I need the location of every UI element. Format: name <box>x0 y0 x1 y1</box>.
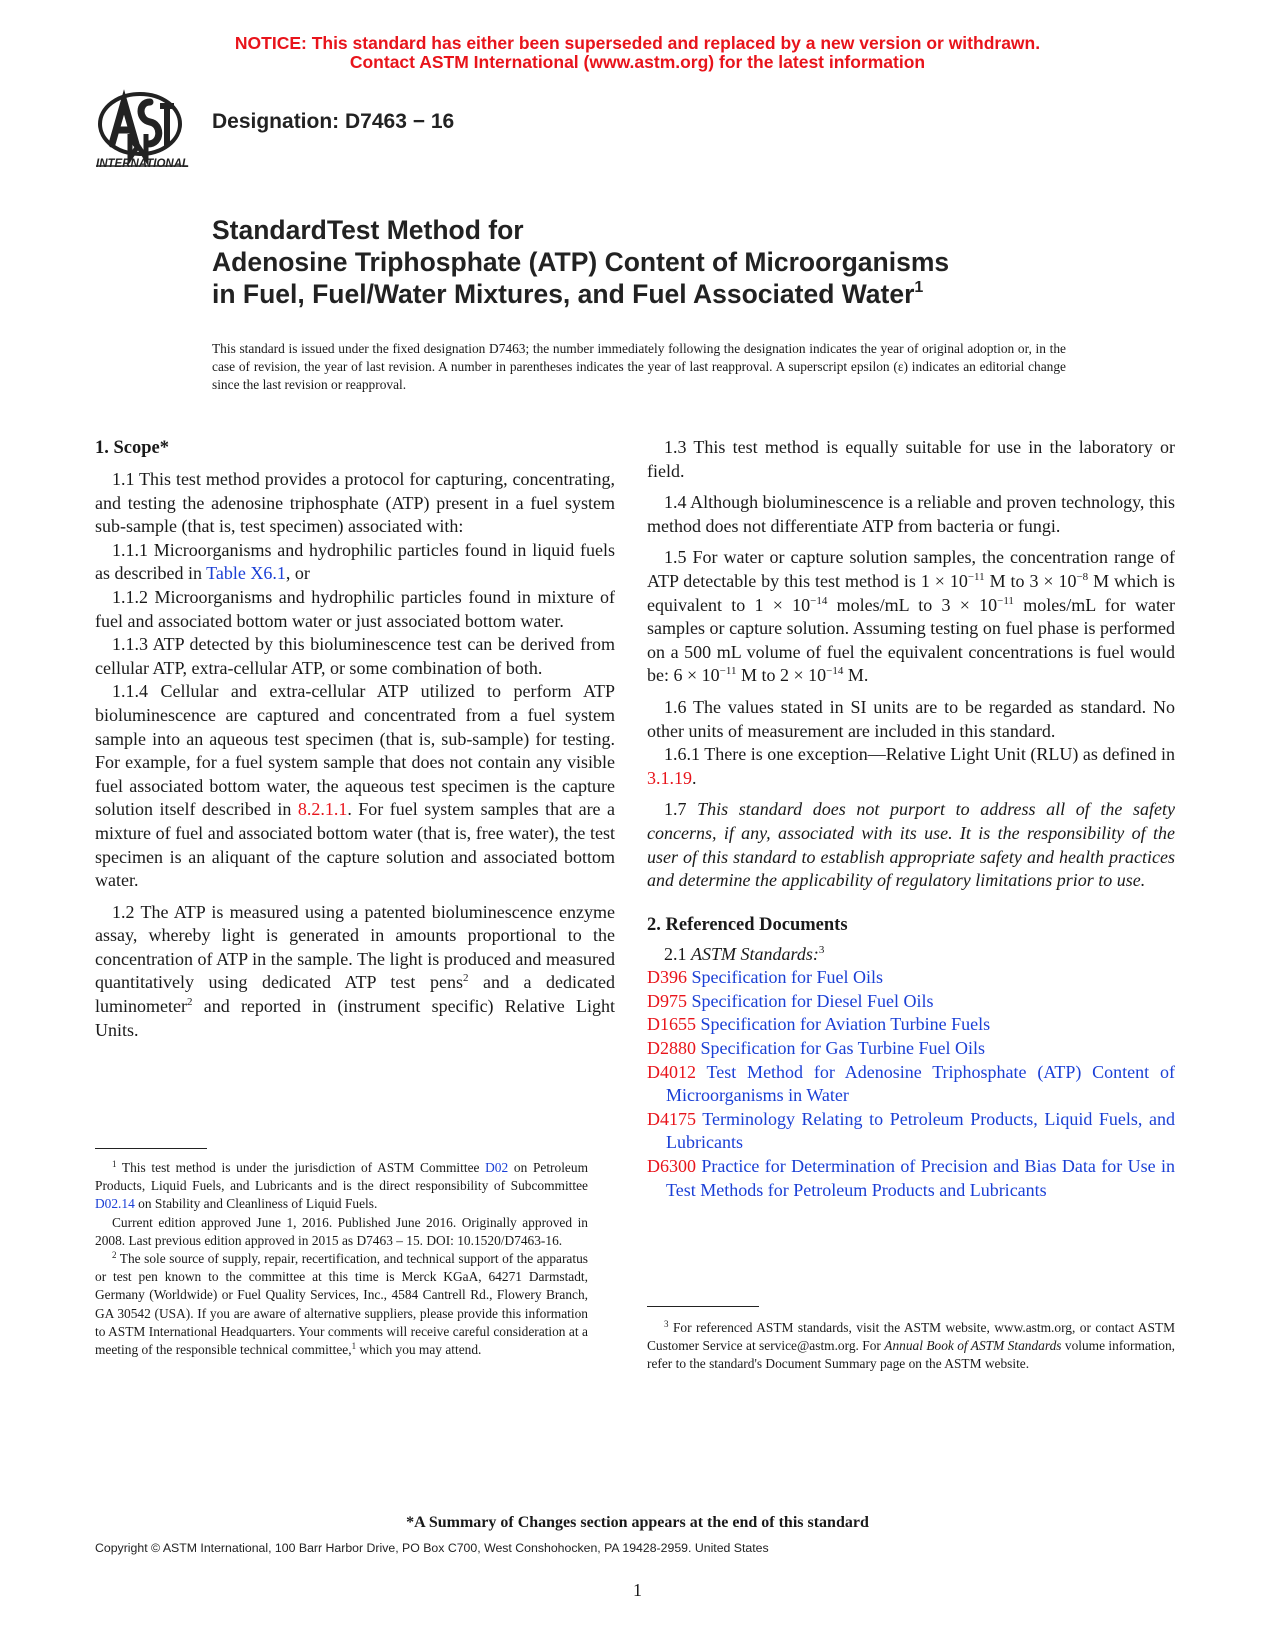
para-1-5-t7: M. <box>843 665 869 686</box>
para-1-2-text: 1.2 The ATP is measured using a patented bioluminescence enzyme assay, whereby light is generated in amounts proportional to the concentration of ATP in the sample. The light is produced and measured quantitatively using dedicated ATP test pens <box>95 901 615 993</box>
footnote-3-book: Annual Book of ASTM Standards <box>884 1338 1062 1354</box>
logo-text: INTERNATIONAL <box>96 158 190 170</box>
footnotes-left <box>95 1159 588 1359</box>
para-1-6-1-text: 1.6.1 There is one exception—Relative Light Unit (RLU) as defined in <box>664 744 1175 765</box>
para-1-2-mid: and a dedicated luminometer <box>95 972 615 1017</box>
para-1-1-3: 1.1.3 ATP detected by this bioluminescence test can be derived from cellular ATP, extra-cellular ATP, or some combination of both. <box>95 634 615 678</box>
ref-title-d4012[interactable]: Test Method for Adenosine Triphosphate (ATP) Content of Microorganisms in Water <box>666 1061 1175 1106</box>
ref-title-d6300[interactable]: Practice for Determination of Precision and Bias Data for Use in Test Methods for Petroleum Products and Lubricants <box>666 1156 1175 1200</box>
para-1-5-e5: −11 <box>719 665 737 678</box>
para-1-1-4-tail: . For fuel system samples that are a mixture of fuel and associated bottom water (that is, free water), the test specimen is an aliquant of the capture solution and associated bottom water. <box>95 799 616 891</box>
para-1-5-e4: −11 <box>997 594 1014 607</box>
footnote-ref-3: 3 <box>818 943 825 956</box>
title-line-1: StandardTest Method for <box>212 215 524 245</box>
ref-code-d4175[interactable]: D4175 <box>647 1108 696 1129</box>
summary-of-changes-note: *A Summary of Changes section appears at the end of this standard <box>406 1514 869 1531</box>
footnote-2-ref: 1 <box>351 1341 357 1352</box>
para-1-6: 1.6 The values stated in SI units are to be regarded as standard. No other units of measurement are included in this standard. <box>647 696 1175 741</box>
ref-item[interactable] <box>647 1061 1175 1108</box>
para-1-1-4-text: 1.1.4 Cellular and extra-cellular ATP utilized to perform ATP bioluminescence are captured and concentrated from a fuel system sample into an aqueous test specimen (that is, sub-sample) for testing. For example, for a fuel system sample that does not contain any visible fuel associated bottom water, the aqueous test specimen is the capture solution itself described in <box>95 681 615 820</box>
ref-item[interactable] <box>647 1108 1175 1155</box>
designation: Designation: D7463 − 16 <box>212 110 455 133</box>
footnote-1-mark: 1 <box>112 1159 117 1169</box>
para-1-1-1 <box>95 539 615 586</box>
ref-code-d2880[interactable]: D2880 <box>647 1038 696 1059</box>
para-1-5 <box>647 546 1175 688</box>
ref-item[interactable] <box>647 1155 1175 1202</box>
para-1-7-text: This standard does not purport to address all of the safety concerns, if any, associated with its use. It is the responsibility of the user of this standard to establish appropriate safety and health practices and determine the applicability of regulatory limitations prior to use. <box>647 799 1175 891</box>
para-1-5-t5: moles/mL for water samples or capture solution. Assuming testing on fuel phase is performed on a 500 mL volume of fuel the equivalent concentrations is fuel would be: 6 × 10 <box>647 594 1175 686</box>
document-title <box>212 214 1212 310</box>
title-footnote-mark: 1 <box>914 279 924 296</box>
link-8-2-1-1[interactable]: 8.2.1.1 <box>297 799 348 820</box>
left-column <box>95 436 615 1042</box>
ref-item[interactable] <box>647 966 1175 990</box>
para-1-6-1 <box>647 743 1175 790</box>
para-1-5-e6: −14 <box>826 665 844 678</box>
para-1-5-t1: 1.5 For water or capture solution samples, the concentration range of ATP detectable by this test method is 1 × 10 <box>647 547 1175 591</box>
para-1-5-t4: moles/mL to 3 × 10 <box>827 594 998 615</box>
para-1-1: 1.1 This test method provides a protocol for capturing, concentrating, and testing the adenosine triphosphate (ATP) present in a fuel system sub-sample (that is, test specimen) associated with: <box>95 469 615 537</box>
para-1-5-t2: M to 3 × 10 <box>984 570 1077 591</box>
para-2-1 <box>647 943 1175 967</box>
footnote-1-mid: on Petroleum Products, Liquid Fuels, and Lubricants and is the direct responsibility of Subcommittee <box>95 1160 588 1194</box>
link-3-1-19[interactable]: 3.1.19 <box>647 767 692 788</box>
footnote-1 <box>95 1159 588 1214</box>
ref-code-d4012[interactable]: D4012 <box>647 1061 696 1082</box>
link-d02-14[interactable]: D02.14 <box>95 1196 135 1212</box>
references-heading: 2. Referenced Documents <box>647 914 848 935</box>
page-number: 1 <box>633 1580 642 1600</box>
footnote-rule-left <box>95 1148 207 1149</box>
para-2-1-text: ASTM Standards: <box>691 943 819 964</box>
para-1-7-num: 1.7 <box>664 799 698 820</box>
para-1-5-t3: M which is equivalent to 1 × 10 <box>647 570 1175 615</box>
para-1-1-2: 1.1.2 Microorganisms and hydrophilic particles found in mixture of fuel and associated bottom water or just associated bottom water. <box>95 586 615 631</box>
issued-note: This standard is issued under the fixed designation D7463; the number immediately following the designation indicates the year of original adoption or, in the case of revision, the year of last revision. A number in parentheses indicates the year of last reapproval. A superscript epsilon (ε) indicates an editorial change since the last revision or reapproval. <box>212 341 1066 393</box>
footnote-3-text: For referenced ASTM standards, visit the ASTM website, www.astm.org, or contact ASTM Customer Service at service@astm.org. For <box>647 1320 1175 1354</box>
para-1-4: 1.4 Although bioluminescence is a reliable and proven technology, this method does not differentiate ATP from bacteria or fungi. <box>647 492 1175 536</box>
ref-title-d975[interactable]: Specification for Diesel Fuel Oils <box>687 990 934 1011</box>
scope-heading: 1. Scope* <box>95 438 169 458</box>
title-line-3-text: in Fuel, Fuel/Water Mixtures, and Fuel Associated Water <box>212 279 915 309</box>
footnote-1-tail: on Stability and Cleanliness of Liquid Fuels. <box>134 1196 378 1212</box>
notice-line-2: Contact ASTM International (www.astm.org) for the latest information <box>349 52 926 72</box>
footnote-2-tail: which you may attend. <box>356 1342 482 1358</box>
para-1-5-e1: −11 <box>967 570 985 583</box>
para-1-6-1-tail: . <box>692 767 697 788</box>
title-line-2: Adenosine Triphosphate (ATP) Content of Microorganisms <box>212 247 950 277</box>
footnote-2 <box>95 1250 588 1359</box>
footnote-2-mark: 2 <box>112 1250 117 1261</box>
ref-item[interactable] <box>647 990 1175 1014</box>
title-line-3 <box>212 278 1212 310</box>
ref-title-d396[interactable]: Specification for Fuel Oils <box>687 967 883 988</box>
footnote-1-edition: Current edition approved June 1, 2016. Published June 2016. Originally approved in 2008. Last previous edition approved in 2015 as D7463 – 15. DOI: 10.1520/D7463-16. <box>95 1214 588 1248</box>
para-2-1-num: 2.1 <box>664 943 691 964</box>
footnotes-right <box>647 1319 1175 1374</box>
para-1-2 <box>95 901 615 1043</box>
ref-item[interactable] <box>647 1037 1175 1061</box>
para-1-2-tail: and reported in (instrument specific) Relative Light Units. <box>95 996 615 1040</box>
notice-line-1: NOTICE: This standard has either been superseded and replaced by a new version or withdrawn. <box>234 33 1041 53</box>
ref-code-d1655[interactable]: D1655 <box>647 1014 696 1035</box>
ref-code-d6300[interactable]: D6300 <box>647 1156 696 1177</box>
para-1-7 <box>647 798 1175 892</box>
para-1-1-1-text: 1.1.1 Microorganisms and hydrophilic particles found in liquid fuels as described in <box>95 539 615 584</box>
referenced-documents <box>647 913 1175 1203</box>
link-d02[interactable]: D02 <box>485 1160 509 1175</box>
footnote-1-text: This test method is under the jurisdiction of ASTM Committee <box>116 1160 486 1175</box>
link-table-x6-1[interactable]: Table X6.1 <box>206 563 286 584</box>
astm-international-logo <box>92 88 204 184</box>
ref-code-d396[interactable]: D396 <box>647 967 687 988</box>
footnote-3 <box>647 1319 1175 1374</box>
para-1-5-t6: M to 2 × 10 <box>736 665 827 686</box>
para-1-3: 1.3 This test method is equally suitable for use in the laboratory or field. <box>647 437 1175 481</box>
footnote-ref-2b: 2 <box>186 996 193 1009</box>
ref-title-d4175[interactable]: Terminology Relating to Petroleum Products, Liquid Fuels, and Lubricants <box>666 1108 1175 1153</box>
footnote-rule-right <box>647 1306 759 1307</box>
ref-title-d2880[interactable]: Specification for Gas Turbine Fuel Oils <box>696 1038 985 1059</box>
para-1-5-e2: −8 <box>1076 570 1089 583</box>
para-1-1-4 <box>95 680 615 892</box>
ref-item[interactable] <box>647 1013 1175 1037</box>
para-1-1-1-tail: , or <box>285 563 310 584</box>
para-1-5-e3: −14 <box>810 594 828 607</box>
right-column <box>647 436 1175 1202</box>
footnote-2-text: The sole source of supply, repair, recertification, and technical support of the apparatus or test pen known to the committee at this time is Merck KGaA, 64271 Darmstadt, Germany (Worldwide) or Fuel Quality Services, Inc., 4584 Cantrell Rd., Flowery Branch, GA 30542 (USA). If you are aware of alternative suppliers, please provide this information to ASTM International Headquarters. Your comments will receive careful consideration at a meeting of the responsible technical committee, <box>95 1251 588 1358</box>
footnote-3-tail: volume information, refer to the standard's Document Summary page on the ASTM website. <box>647 1338 1175 1372</box>
ref-title-d1655[interactable]: Specification for Aviation Turbine Fuels <box>696 1014 991 1035</box>
footnote-ref-2a: 2 <box>462 972 469 985</box>
footnote-3-mark: 3 <box>664 1319 669 1329</box>
ref-code-d975[interactable]: D975 <box>647 990 687 1011</box>
copyright: Copyright © ASTM International, 100 Barr Harbor Drive, PO Box C700, West Conshohocken, PA 19428-2959. United States <box>95 1541 769 1555</box>
